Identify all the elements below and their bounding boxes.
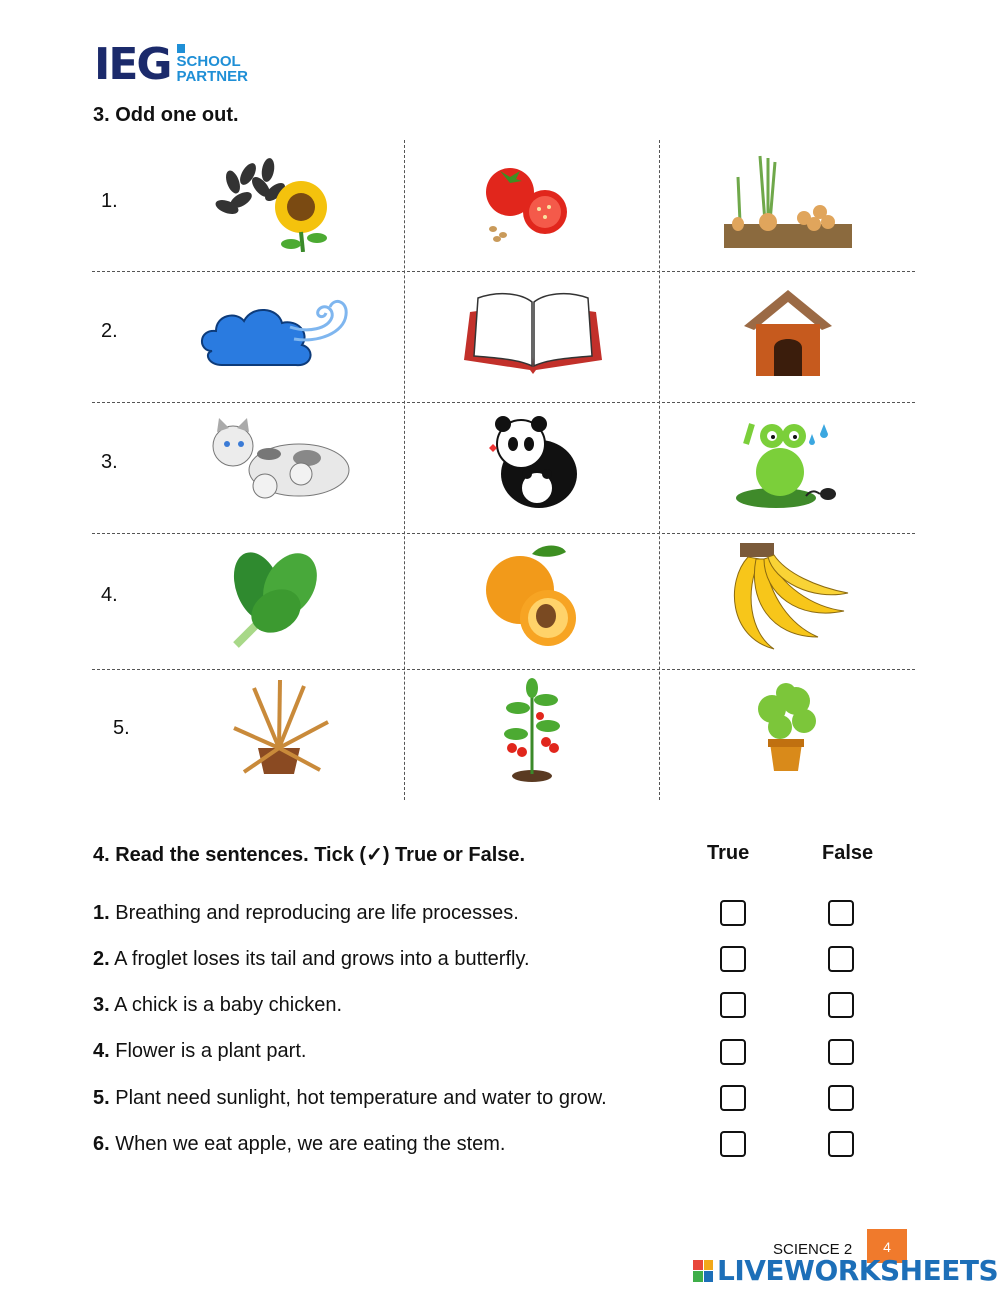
false-checkbox[interactable] bbox=[828, 900, 854, 926]
tomato-image[interactable] bbox=[470, 152, 590, 252]
grid-divider bbox=[659, 140, 660, 800]
statement-row bbox=[93, 948, 530, 971]
statement-number: 3. bbox=[93, 994, 110, 1016]
school-logo bbox=[94, 39, 248, 90]
logo-line1: SCHOOL bbox=[176, 53, 241, 70]
false-checkbox[interactable] bbox=[828, 1131, 854, 1157]
peach-image[interactable] bbox=[480, 540, 584, 650]
statement-row bbox=[93, 902, 519, 925]
false-checkbox[interactable] bbox=[828, 1039, 854, 1065]
false-checkbox[interactable] bbox=[828, 992, 854, 1018]
row-number: 2. bbox=[101, 320, 118, 342]
liveworksheets-logo bbox=[693, 1254, 998, 1287]
grid-divider bbox=[92, 402, 915, 403]
sunflower-seeds-image[interactable] bbox=[210, 152, 345, 252]
dead-plant-image[interactable] bbox=[222, 676, 338, 784]
tomato-plant-image[interactable] bbox=[494, 676, 570, 784]
row-number: 5. bbox=[113, 717, 130, 739]
true-checkbox[interactable] bbox=[720, 1039, 746, 1065]
grid-divider bbox=[92, 271, 915, 272]
section4-title: 4. Read the sentences. Tick (✓) True or False. bbox=[93, 844, 526, 866]
statement-number: 2. bbox=[93, 948, 110, 970]
true-checkbox[interactable] bbox=[720, 992, 746, 1018]
true-checkbox[interactable] bbox=[720, 900, 746, 926]
frog-tadpole-image[interactable] bbox=[730, 412, 846, 512]
open-book-image[interactable] bbox=[458, 290, 608, 374]
onion-bulbs-image[interactable] bbox=[718, 150, 856, 254]
liveworksheets-icon bbox=[693, 1260, 713, 1282]
statement-number: 4. bbox=[93, 1040, 110, 1062]
bananas-image[interactable] bbox=[718, 540, 854, 654]
statement-text: Flower is a plant part. bbox=[115, 1040, 307, 1062]
grid-divider bbox=[92, 669, 915, 670]
potted-plant-image[interactable] bbox=[748, 682, 824, 774]
grid-divider bbox=[92, 533, 915, 534]
statement-text: Plant need sunlight, hot temperature and water to grow. bbox=[115, 1087, 607, 1109]
statement-row bbox=[93, 1087, 607, 1110]
statement-text: A chick is a baby chicken. bbox=[114, 994, 343, 1016]
statement-row bbox=[93, 1040, 306, 1063]
row-number: 3. bbox=[101, 451, 118, 473]
dog-house-image[interactable] bbox=[738, 284, 838, 380]
row-number: 4. bbox=[101, 584, 118, 606]
statement-number: 6. bbox=[93, 1133, 110, 1155]
logo-subtitle bbox=[177, 54, 248, 84]
section3-title: 3. Odd one out. bbox=[93, 104, 239, 126]
panda-cub-image[interactable] bbox=[480, 412, 586, 512]
logo-flag-icon bbox=[177, 44, 185, 53]
true-checkbox[interactable] bbox=[720, 1085, 746, 1111]
false-column-header: False bbox=[822, 842, 874, 864]
true-checkbox[interactable] bbox=[720, 1131, 746, 1157]
statement-row bbox=[93, 994, 342, 1017]
false-checkbox[interactable] bbox=[828, 1085, 854, 1111]
page-number-badge: 4 bbox=[867, 1229, 907, 1263]
cat-kittens-image[interactable] bbox=[200, 412, 355, 512]
spinach-image[interactable] bbox=[218, 540, 336, 650]
cloud-wind-image[interactable] bbox=[196, 292, 356, 372]
statement-text: Breathing and reproducing are life processes. bbox=[115, 902, 519, 924]
logo-brand: IEG bbox=[94, 39, 171, 90]
true-column-header: True bbox=[707, 842, 750, 864]
statement-text: When we eat apple, we are eating the stem. bbox=[115, 1133, 506, 1155]
subject-label: SCIENCE 2 bbox=[773, 1241, 853, 1258]
liveworksheets-brand: LIVEWORKSHEETS bbox=[717, 1254, 999, 1287]
logo-line2: PARTNER bbox=[176, 68, 248, 85]
statement-number: 5. bbox=[93, 1087, 110, 1109]
statement-number: 1. bbox=[93, 902, 110, 924]
false-checkbox[interactable] bbox=[828, 946, 854, 972]
statement-text: A froglet loses its tail and grows into a butterfly. bbox=[114, 948, 530, 970]
true-checkbox[interactable] bbox=[720, 946, 746, 972]
row-number: 1. bbox=[101, 190, 118, 212]
grid-divider bbox=[404, 140, 405, 800]
statement-row bbox=[93, 1133, 505, 1156]
